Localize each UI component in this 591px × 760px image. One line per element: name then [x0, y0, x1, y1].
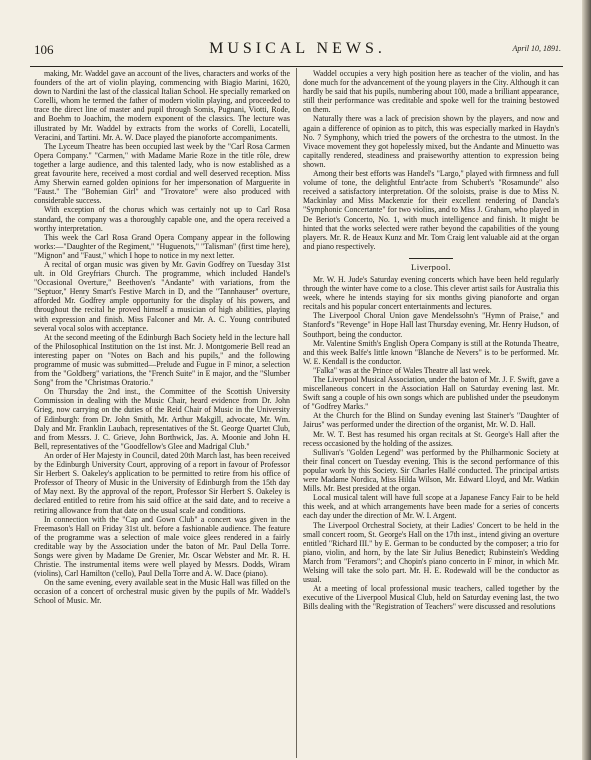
- paragraph: The Liverpool Musical Association, under the baton of Mr. J. F. Swift, gave a miscellaneous concert in the Association Hall on Saturday evening last. Mr. Swift sang a couple of his own songs which are published under the pseudonym of "Godfrey Marks.": [303, 375, 559, 412]
- page-binding-shadow: [582, 0, 591, 760]
- column-divider: [296, 68, 297, 758]
- paragraph: At the second meeting of the Edinburgh Bach Society held in the lecture hall of the Philosophical Institution on the 1st inst. Mr. J. Montgomerie Bell read an interesting paper on "Notes on Bach and his pupils," and the following programme of music was submitted—Prelude and Fugue in F minor, a selection from the "Goldberg" variations, the "French Suite" in E major, and the "Slumber Song" from the "Christmas Oratorio.": [34, 332, 290, 388]
- right-column: [303, 69, 559, 611]
- paragraph: making, Mr. Waddel gave an account of the lives, characters and works of the founders of the art of violin playing, commencing with Biagio Marini, 1620, down to Nardini the last of the classical Italian School. He specially remarked on Corelli, whom he termed the father of modern violin playing, and proceeded to trace the direct line of master and pupil through Somis, Pugnani, Viotti, Rode, and Boehm to Joachim, the modern exponent of the classics. The lecture was illustrated by Mr. Waddel by extracts from the works of Corelli, Locatelli, Veracini, and Tartini. Mr. A. W. Dace played the pianoforte accompaniments.: [34, 69, 290, 142]
- paragraph: Mr. W. T. Best has resumed his organ recitals at St. George's Hall after the recess occasioned by the holding of the assizes.: [303, 429, 559, 448]
- paragraph: In connection with the "Cap and Gown Club" a concert was given in the Freemason's Hall on Friday 31st ult. before a fashionable audience. The feature of the programme was a selection of male voice glees rendered in a fairly creditable way by the Association under the baton of Mr. Paul Della Torre. Songs were given by Madame De Grenier, Mr. Oscar Webster and Mr. R. H. Christie. The instrumental items were well played by Messrs. Dodds, Wiram (violins), Carl Hamilton ('cello), Paul Della Torre and A. W. Dace (piano).: [34, 514, 290, 579]
- paragraph: A recital of organ music was given by Mr. Gavin Godfrey on Tuesday 31st ult. in Old Greyfriars Church. The programme, which included Handel's "Occasional Overture," Beethoven's "Andante" with variations, from the "Septuor," Henry Smart's Festive March in D, and the "Tannhauser" overture, afforded Mr. Godfrey ample opportunity for the display of his powers, and throughout the recital he proved himself a musician of high abilities, playing with expression and finish. Miss Falconer and Mr. A. C. Young contributed several vocal solos with acceptance.: [34, 259, 290, 333]
- masthead-title: MUSICAL NEWS.: [209, 40, 386, 57]
- paragraph: An order of Her Majesty in Council, dated 20th March last, has been received by the Edinburgh University Court, approving of a report in favour of Professor Sir Herbert S. Oakeley's application to be permitted to retire from his office of Professor of Theory of Music in the University of Edinburgh from the 15th day of May next. By the approval of the report, Professor Sir Herbert S. Oakeley is declared entitled to retire from his said office at the said date, and to receive a retiring allowance from that date on the usual scale and conditions.: [34, 450, 290, 515]
- paragraph: The Liverpool Choral Union gave Mendelssohn's "Hymn of Praise," and Stanford's "Revenge" in Hope Hall last Thursday evening, Mr. Henry Hudson, of Southport, being the conductor.: [303, 311, 559, 339]
- paragraph: Local musical talent will have full scope at a Japanese Fancy Fair to be held this week, and at which arrangements have been made for a series of concerts each day under the direction of Mr. W. I. Argent.: [303, 493, 559, 521]
- paragraph: Among their best efforts was Handel's "Largo," played with firmness and full volume of tone, the delightful Entr'acte from Schubert's "Rosamunde" also received a satisfactory interpretation. Of the soloists, praise is due to Miss N. Mackinlay and Miss Mackenzie for their excellent rendering of Dancla's "Symphonic Concertante" for two violins, and to Miss J. Graham, who played in De Beriot's Concerto, No. 1, with much intelligence and finish. It might be hinted that the works selected were rather beyond the capabilities of the young players. Mr. R. de Heaux Kunz and Mr. Tom Craig lent valuable aid at the organ and piano respectively.: [303, 169, 559, 251]
- paragraph: Waddel occupies a very high position here as teacher of the violin, and has done much for the advancement of the young players in the City. Although it can hardly be said that his pupils, numbering about 100, made a brilliant appearance, still their performance was creditable and spoke well for the training bestowed on them.: [303, 69, 559, 115]
- paragraph: At the Church for the Blind on Sunday evening last Stainer's "Daughter of Jairus" was performed under the direction of the organist, Mr. W. D. Hall.: [303, 411, 559, 430]
- paragraph: On Thursday the 2nd inst., the Committee of the Scottish University Commission in dealing with the Music Chair, heard evidence from Dr. John Grieg, now carrying on the duties of the Reid Chair of Music in the University of Edinburgh: from Dr. John Smith, Mr. Arthur Makgill, advocate, Mr. Wm. Daly and Mr. Franklin Laubach, representatives of the St. George Quartet Club, and from Messrs. J. C. Grieve, John Borthwick, Jas. A. Moonie and John H. Bell, representatives of the "Goodfellow's Glee and Madrigal Club.": [34, 387, 290, 451]
- paragraph: Mr. Valentine Smith's English Opera Company is still at the Rotunda Theatre, and this week Balfe's little known "Blanche de Nevers" is to be performed. Mr. W. E. Kendall is the conductor.: [303, 338, 559, 366]
- paragraph: With exception of the chorus which was certainly not up to Carl Rosa standard, the company was a thoroughly capable one, and the opera received a worthy interpretation.: [34, 205, 290, 233]
- paragraph: This week the Carl Rosa Grand Opera Company appear in the following works:—"Daughter of the Regiment," "Huguenots," "Talisman" (first time here), "Mignon" and "Faust," which I hope to notice in my next letter.: [34, 232, 290, 260]
- paragraph: On the same evening, every available seat in the Music Hall was filled on the occasion of a concert of orchestral music given by the pupils of Mr. Waddel's School of Music. Mr.: [34, 578, 290, 606]
- paragraph: "Falka" was at the Prince of Wales Theatre all last week.: [313, 365, 492, 375]
- left-column: [34, 69, 290, 606]
- paragraph: At a meeting of local professional music teachers, called together by the executive of the Liverpool Musical Club, held on Saturday evening last, the two Bills dealing with the "Registration of Teachers" were discussed and resolutions: [303, 584, 559, 612]
- section-rule: [409, 258, 453, 259]
- paragraph: Sullivan's "Golden Legend" was performed by the Philharmonic Society at their final concert on Tuesday evening. This is the second performance of this popular work by this Society. Sir Charles Hallé conducted. The principal artists were Madame Nordica, Miss Hilda Wilson, Mr. Edward Lloyd, and Mr. Watkin Mills. Mr. Best presided at the organ.: [303, 447, 559, 494]
- section-heading-liverpool: Liverpool.: [411, 261, 451, 272]
- paragraph: The Lyceum Theatre has been occupied last week by the "Carl Rosa Carmen Opera Company." "Carmen," with Madame Marie Roze in the title rôle, drew together a large audience, and this talented lady, who is now established as a great favourite here, received a most cordial and well deserved reception. Miss Amy Sherwin earned golden opinions for her impersonation of Marguerite in "Faust." The "Bohemian Girl" and "Trovatore" were also produced with considerable success.: [34, 141, 290, 206]
- header-rule: [30, 66, 563, 67]
- paragraph: Naturally there was a lack of precision shown by the players, and now and again a difference of opinion as to pitch, this was especially marked in Haydn's No. 7 Symphony, which tried the powers of the orchestra to the utmost. In the Vivace movement they got hopelessly mixed, but the Andante and Minuetto was capitally rendered, steadiness and praiseworthy attention to expression being shown.: [303, 114, 559, 169]
- paragraph: The Liverpool Orchestral Society, at their Ladies' Concert to be held in the small concert room, St. George's Hall on the 17th inst., intend giving an overture entitled "Richard III." by E. German to be conducted by the composer; a trio for piano, violin, and horn, by the late Sir Julius Benedict; Rubinstein's Wedding March from "Feramors"; and Chopin's piano concerto in F minor, in which Mr. Welsing will take the solo part. Mr. H. E. Rodewald will be the conductor as usual.: [303, 520, 559, 585]
- issue-date: April 10, 1891.: [512, 44, 561, 53]
- paragraph: Mr. W. H. Jude's Saturday evening concerts which have been held regularly through the winter have come to a close. This clever artist sails for Australia this week, where he intends staying for six months giving pianoforte and organ recitals and his popular concert entertainments and lectures.: [303, 274, 559, 312]
- page-number: 106: [34, 42, 54, 57]
- page-header: [34, 40, 561, 60]
